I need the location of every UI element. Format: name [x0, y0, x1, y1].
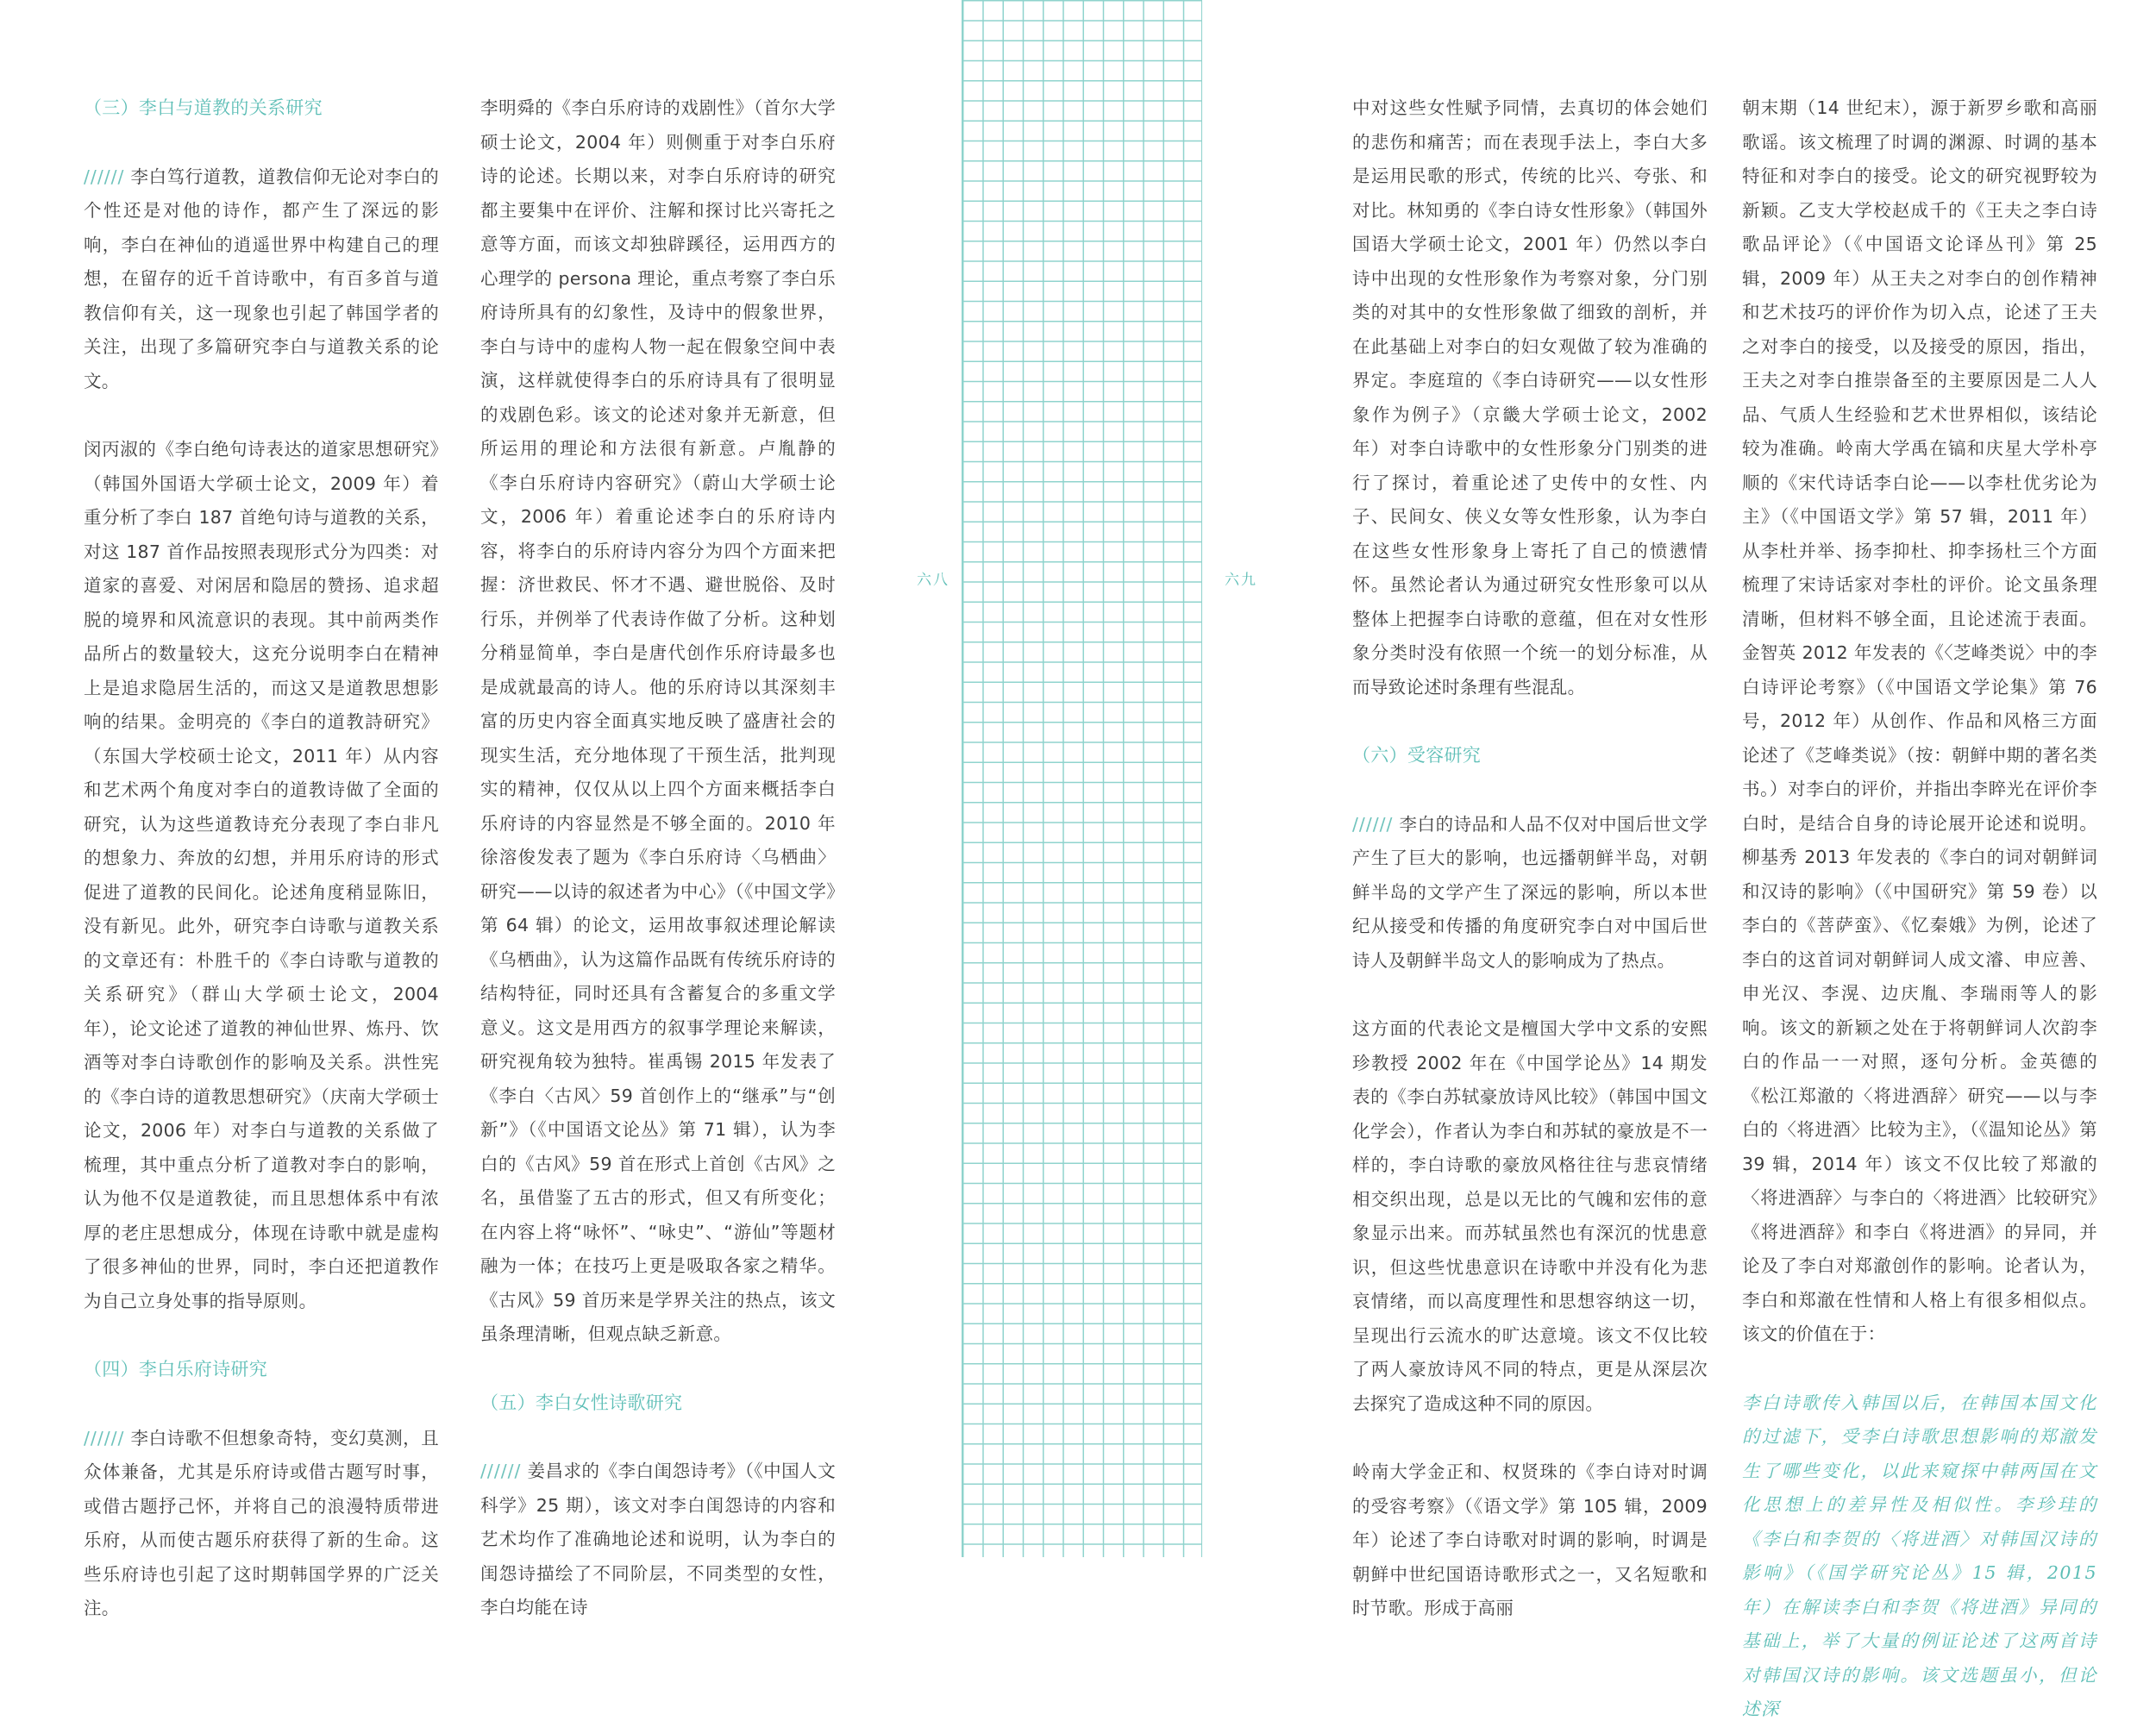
paragraph: 岭南大学金正和、权贤珠的《李白诗对时调的受容考察》（《语文学》第 105 辑，2009 年）论述了李白诗歌对时调的影响，时调是朝鲜中世纪国语诗歌形式之一，又名短歌和时节歌。形成于高丽 — [1352, 1461, 1708, 1618]
grid-gutter — [962, 0, 1202, 1557]
paragraph-mark: ////// — [84, 1427, 125, 1449]
left-page-column-1 — [84, 91, 439, 1626]
paragraph-mark: ////// — [1352, 813, 1394, 835]
paragraph-mark: ////// — [84, 166, 125, 187]
paragraph: ////// 李白诗歌不但想象奇特，变幻莫测，且众体兼备，尤其是乐府诗或借古题写时事，或借古题抒己怀，并将自己的浪漫特质带进乐府，从而使古题乐府获得了新的生命。这些乐府诗也引起了这时期韩国学界的广泛关注。 — [84, 1427, 439, 1618]
right-page-column-2 — [1742, 91, 2097, 1727]
paragraph: ////// 李白的诗品和人品不仅对中国后世文学产生了巨大的影响，也远播朝鲜半岛，对朝鲜半岛的文学产生了深远的影响，所以本世纪从接受和传播的角度研究李白对中国后世诗人及朝鲜半岛文人的影响成为了热点。 — [1352, 813, 1708, 971]
section-heading-3: （三）李白与道教的关系研究 — [84, 97, 323, 118]
block-quote: 李白诗歌传入韩国以后，在韩国本国文化的过滤下，受李白诗歌思想影响的郑澈发生了哪些变化，以此来窥探中韩两国在文化思想上的差异性及相似性。李珍珪的《李白和李贺的〈将进酒〉对韩国汉诗的影响》（《国学研究论丛》15 辑，2015 年）在解读李白和李贺《将进酒》异同的基础上，举了大量的例证论述了这两首诗对韩国汉诗的影响。该文选题虽小，但论述深 — [1742, 1392, 2097, 1719]
left-page-number: 六八 — [917, 572, 950, 589]
paragraph: 朝末期（14 世纪末），源于新罗乡歌和高丽歌谣。该文梳理了时调的渊源、时调的基本特征和对李白的接受。论文的研究视野较为新颖。乙支大学校赵成千的《王夫之李白诗歌品评论》（《中国语文论译丛刊》第 25 辑，2009 年）从王夫之对李白的创作精神和艺术技巧的评价作为切入点，论述了王夫之对李白的接受，以及接受的原因，指出，王夫之对李白推崇备至的主要原因是二人人品、气质人生经验和艺术世界相似，该结论较为准确。岭南大学禹在镐和庆星大学朴亭顺的《宋代诗话李白论——以李杜优劣论为主》（《中国语文学》第 57 辑，2011 年）从李杜并举、扬李抑杜、抑李扬杜三个方面梳理了宋诗话家对李杜的评价。论文虽条理清晰，但材料不够全面，且论述流于表面。金智英 2012 年发表的《〈芝峰类说〉中的李白诗评论考察》（《中国语文学论集》第 76 号，2012 年）从创作、作品和风格三方面论述了《芝峰类说》（按：朝鲜中期的著名类书。）对李白的评价，并指出李睟光在评价李白时，是结合自身的诗论展开论述和说明。柳基秀 2013 年发表的《李白的词对朝鲜词和汉诗的影响》（《中国研究》第 59 卷）以李白的《菩萨蛮》、《忆秦娥》为例，论述了李白的这首词对朝鲜词人成文濬、申应善、申光汉、李滉、边庆胤、李瑞雨等人的影响。该文的新颖之处在于将朝鲜词人次韵李白的作品一一对照，逐句分析。金英德的《松江郑澈的〈将进酒辞〉研究——以与李白的〈将进酒〉比较为主》，（《温知论丛》第 39 辑，2014 年）该文不仅比较了郑澈的〈将进酒辞〉与李白的〈将进酒〉比较研究》《将进酒辞》和李白《将进酒》的异同，并论及了李白对郑澈创作的影响。论者认为，李白和郑澈在性情和人格上有很多相似点。该文的价值在于： — [1742, 97, 2097, 1344]
section-heading-6: （六）受容研究 — [1352, 745, 1482, 766]
section-heading-4: （四）李白乐府诗研究 — [84, 1359, 267, 1380]
right-page-column-1 — [1352, 91, 1708, 1626]
paragraph: 闵丙淑的《李白绝句诗表达的道家思想研究》（韩国外国语大学硕士论文，2009 年）着重分析了李白 187 首绝句诗与道教的关系，对这 187 首作品按照表现形式分为四类：对道家的喜爱、对闲居和隐居的赞扬、追求超脱的境界和风流意识的表现。其中前两类作品所占的数量较大，这充分说明李白在精神上是追求隐居生活的，而这又是道教思想影响的结果。金明亮的《李白的道教詩研究》（东国大学校硕士论文，2011 年）从内容和艺术两个角度对李白的道教诗做了全面的研究，认为这些道教诗充分表现了李白非凡的想象力、奔放的幻想，并用乐府诗的形式促进了道教的民间化。论述角度稍显陈旧，没有新见。此外，研究李白诗歌与道教关系的文章还有：朴胜千的《李白诗歌与道教的关系研究》（群山大学硕士论文，2004 年），论文论述了道教的神仙世界、炼丹、饮酒等对李白诗歌创作的影响及关系。洪性宪的《李白诗的道教思想研究》（庆南大学硕士论文，2006 年）对李白与道教的关系做了梳理，其中重点分析了道教对李白的影响，认为他不仅是道教徒，而且思想体系中有浓厚的老庄思想成分，体现在诗歌中就是虚构了很多神仙的世界，同时，李白还把道教作为自己立身处事的指导原则。 — [84, 439, 439, 1311]
paragraph: 李明舜的《李白乐府诗的戏剧性》（首尔大学硕士论文，2004 年）则侧重于对李白乐府诗的论述。长期以来，对李白乐府诗的研究都主要集中在评价、注解和探讨比兴寄托之意等方面，而该文却独辟蹊径，运用西方的心理学的 persona 理论，重点考察了李白乐府诗所具有的幻象性，及诗中的假象世界，李白与诗中的虚构人物一起在假象空间中表演，这样就使得李白的乐府诗具有了很明显的戏剧色彩。该文的论述对象并无新意，但所运用的理论和方法很有新意。卢胤静的《李白乐府诗内容研究》（蔚山大学硕士论文，2006 年）着重论述李白的乐府诗内容，将李白的乐府诗内容分为四个方面来把握：济世救民、怀才不遇、避世脱俗、及时行乐，并例举了代表诗作做了分析。这种划分稍显简单，李白是唐代创作乐府诗最多也是成就最高的诗人。他的乐府诗以其深刻丰富的历史内容全面真实地反映了盛唐社会的现实生活，充分地体现了干预生活，批判现实的精神，仅仅从以上四个方面来概括李白乐府诗的内容显然是不够全面的。2010 年徐溶俊发表了题为《李白乐府诗〈乌栖曲〉研究——以诗的叙述者为中心》（《中国文学》第 64 辑）的论文，运用故事叙述理论解读《乌栖曲》，认为这篇作品既有传统乐府诗的结构特征，同时还具有含蓄复合的多重文学意义。这文是用西方的叙事学理论来解读，研究视角较为独特。崔禹锡 2015 年发表了《李白〈古风〉59 首创作上的“继承”与“创新”》（《中国语文论丛》第 71 辑），认为李白的《古风》59 首在形式上首创《古风》之名，虽借鉴了五古的形式，但又有所变化；在内容上将“咏怀”、“咏史”、“游仙”等题材融为一体；在技巧上更是吸取各家之精华。《古风》59 首历来是学界关注的热点，该文虽条理清晰，但观点缺乏新意。 — [480, 97, 836, 1344]
section-heading-5: （五）李白女性诗歌研究 — [480, 1392, 683, 1413]
right-page-number: 六九 — [1225, 572, 1257, 589]
paragraph: ////// 姜昌求的《李白闺怨诗考》（《中国人文科学》25 期），该文对李白闺怨诗的内容和艺术均作了准确地论述和说明，认为李白的闺怨诗描绘了不同阶层，不同类型的女性，李白均能在诗 — [480, 1461, 836, 1617]
paragraph: 中对这些女性赋予同情，去真切的体会她们的悲伤和痛苦；而在表现手法上，李白大多是运用民歌的形式，传统的比兴、夸张、和对比。林知勇的《李白诗女性形象》（韩国外国语大学硕士论文，2001 年）仍然以李白诗中出现的女性形象作为考察对象，分门别类的对其中的女性形象做了细致的剖析，并在此基础上对李白的妇女观做了较为准确的界定。李庭瑄的《李白诗研究——以女性形象作为例子》（京畿大学硕士论文，2002 年）对李白诗歌中的女性形象分门别类的进行了探讨，着重论述了史传中的女性、内子、民间女、侠义女等女性形象，认为李白在这些女性形象身上寄托了自己的愤懑情怀。虽然论者认为通过研究女性形象可以从整体上把握李白诗歌的意蕴，但在对女性形象分类时没有依照一个统一的划分标准，从而导致论述时条理有些混乱。 — [1352, 97, 1708, 698]
paragraph: 这方面的代表论文是檀国大学中文系的安熙珍教授 2002 年在《中国学论丛》14 期发表的《李白苏轼豪放诗风比较》（韩国中国文化学会），作者认为李白和苏轼的豪放是不一样的，李白诗歌的豪放风格往往与悲哀情绪相交织出现，总是以无比的气魄和宏伟的意象显示出来。而苏轼虽然也有深沉的忧患意识，但这些忧患意识在诗歌中并没有化为悲哀情绪，而以高度理性和思想容纳这一切，呈现出行云流水的旷达意境。该文不仅比较了两人豪放诗风不同的特点，更是从深层次去探究了造成这种不同的原因。 — [1352, 1018, 1708, 1414]
left-page-column-2 — [480, 91, 836, 1625]
paragraph-mark: ////// — [480, 1461, 522, 1481]
paragraph: ////// 李白笃行道教，道教信仰无论对李白的个性还是对他的诗作，都产生了深远的影响，李白在神仙的逍遥世界中构建自己的理想，在留存的近千首诗歌中，有百多首与道教信仰有关，这一现象也引起了韩国学者的关注，出现了多篇研究李白与道教关系的论文。 — [84, 166, 439, 391]
